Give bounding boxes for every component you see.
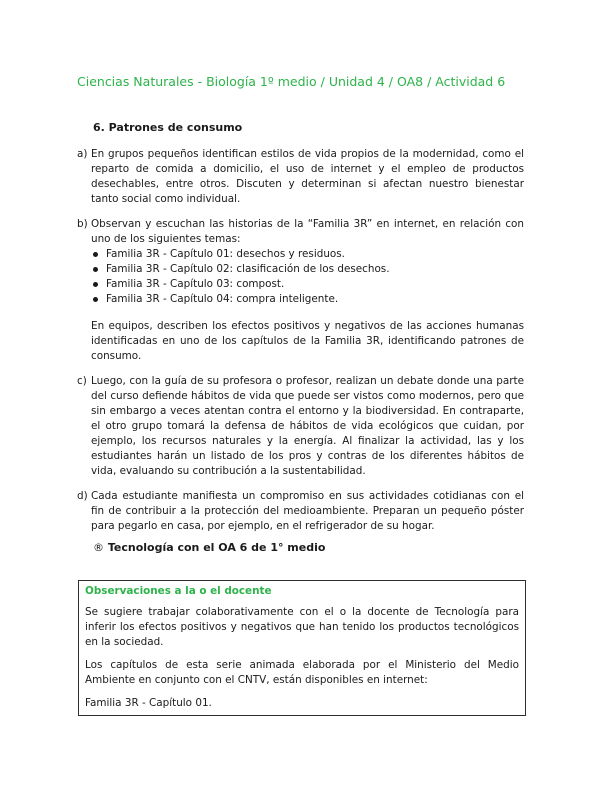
item-text: En grupos pequeños identifican estilos de vida propios de la modernidad, como el reparto de comida a domicilio, el uso de internet y el empleo de productos desechables, entre otros. Discuten y determinan si afectan nuestro bienestar tanto social como individual. <box>91 148 524 205</box>
list-item <box>91 292 524 307</box>
item-body <box>91 147 524 207</box>
list-item <box>91 262 524 277</box>
page-header-breadcrumb: Ciencias Naturales - Biología 1º medio / Unidad 4 / OA8 / Actividad 6 <box>77 74 506 89</box>
list-item-text: Familia 3R - Capítulo 02: clasificación de los desechos. <box>106 263 390 275</box>
item-letter: d) <box>77 490 88 502</box>
activity-list <box>77 147 524 544</box>
registered-circle-icon: ® <box>93 541 104 554</box>
observation-paragraph: Los capítulos de esta serie animada elaborada por el Ministerio del Medio Ambiente en conjunto con el CNTV, están disponibles en internet: <box>85 659 519 686</box>
bullet-icon <box>93 282 98 287</box>
item-letter: b) <box>77 218 88 230</box>
technology-link-heading <box>93 541 325 554</box>
chapter-list <box>91 247 524 307</box>
technology-link-label: Tecnología con el OA 6 de 1° medio <box>107 541 326 554</box>
item-body <box>91 217 524 364</box>
item-body <box>91 374 524 479</box>
item-text: Cada estudiante manifiesta un compromiso en sus actividades cotidianas con el fin de contribuir a la protección del medioambiente. Preparan un pequeño póster para pegarlo en casa, por ejemplo, en el refrigerador de su hogar. <box>91 490 524 532</box>
bullet-icon <box>93 297 98 302</box>
item-letter: c) <box>77 375 87 387</box>
list-item-text: Familia 3R - Capítulo 03: compost. <box>106 278 285 290</box>
observation-paragraph: Se sugiere trabajar colaborativamente con el o la docente de Tecnología para inferir los efectos positivos y negativos que han tenido los productos tecnológicos en la sociedad. <box>85 606 519 648</box>
observations-title: Observaciones a la o el docente <box>85 585 272 597</box>
observation-paragraph: Familia 3R - Capítulo 01. <box>85 697 212 709</box>
list-item <box>91 277 524 292</box>
bullet-icon <box>93 252 98 257</box>
list-item-text: Familia 3R - Capítulo 01: desechos y residuos. <box>106 248 345 260</box>
item-text-secondary: En equipos, describen los efectos positivos y negativos de las acciones humanas identificadas en uno de los capítulos de la Familia 3R, identificando patrones de consumo. <box>91 320 524 362</box>
bullet-icon <box>93 267 98 272</box>
list-item <box>91 247 524 262</box>
activity-item-b <box>77 217 524 364</box>
list-item-text: Familia 3R - Capítulo 04: compra inteligente. <box>106 293 339 305</box>
item-text: Observan y escuchan las historias de la “Familia 3R” en internet, en relación con uno de los siguientes temas: <box>91 218 524 245</box>
activity-item-a <box>77 147 524 207</box>
item-body <box>91 489 524 534</box>
activity-item-c <box>77 374 524 479</box>
activity-item-d <box>77 489 524 534</box>
item-letter: a) <box>77 148 88 160</box>
section-title: 6. Patrones de consumo <box>93 121 243 134</box>
item-text: Luego, con la guía de su profesora o profesor, realizan un debate donde una parte del curso defiende hábitos de vida que puede ser vistos como modernos, pero que sin embargo a veces atentan contra el entorno y la biodiversidad. En contraparte, el otro grupo tomará la defensa de hábitos de vida ecológicos que cuidan, por ejemplo, los recursos naturales y la energía. Al finalizar la actividad, las y los estudiantes harán un listado de los pros y contras de los diferentes hábitos de vida, evaluando su contribución a la sustentabilidad. <box>91 375 524 477</box>
teacher-observations-box <box>78 580 526 716</box>
